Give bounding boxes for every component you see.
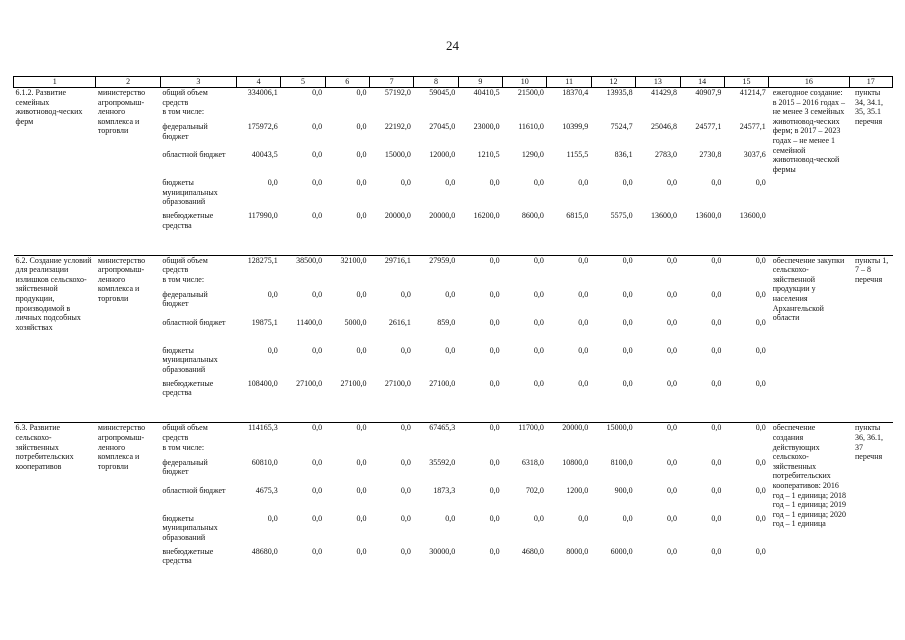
value-cell: 19875,1 [251,317,278,327]
value-cell: 0,0 [711,546,722,556]
value-cell [503,443,547,458]
value-cell: 0,0 [503,255,547,275]
value-cell [281,275,325,290]
section-executor: министерство агропромыш-ленного комплекса и торговли [96,255,160,423]
value-cell: 0,0 [533,317,544,327]
value-cell: 0,0 [755,378,766,388]
value-cell: 0,0 [711,457,722,467]
value-cell: 18370,4 [547,88,591,108]
value-cell: 0,0 [711,317,722,327]
value-cell: 0,0 [547,255,591,275]
value-cell: 2730,8 [699,150,722,160]
header-row [14,77,893,88]
value-cell [414,107,458,122]
value-cell: 0,0 [400,513,411,523]
value-cell: 0,0 [667,345,677,355]
value-cell: 0,0 [711,485,722,495]
funding-source-label: в том числе: [162,274,205,284]
value-cell: 35592,0 [429,457,456,467]
table-body [14,88,893,583]
value-cell: 0,0 [445,345,456,355]
value-cell: 8600,0 [521,211,544,221]
value-cell [636,275,680,290]
value-cell [724,443,768,458]
value-cell [236,107,280,122]
value-cell: 0,0 [533,289,544,299]
column-header: 6 [325,77,369,88]
value-cell: 41429,8 [636,88,680,108]
funding-source-label: федеральный бюджет [162,289,208,309]
value-cell [680,443,724,458]
value-cell: 0,0 [578,317,589,327]
section-reference: пункты 36, 36.1, 37 перечня [849,423,893,583]
value-cell: 20000,0 [384,211,411,221]
value-cell: 1200,0 [566,485,589,495]
value-cell: 0,0 [711,345,722,355]
value-cell: 0,0 [489,178,500,188]
value-cell: 0,0 [312,150,323,160]
value-cell [458,443,502,458]
value-cell: 0,0 [312,178,323,188]
funding-source-label: общий объем средств [160,423,236,443]
column-header: 5 [281,77,325,88]
value-cell: 38500,0 [281,255,325,275]
value-cell: 8000,0 [566,546,589,556]
value-cell: 0,0 [711,289,722,299]
value-cell: 0,0 [489,513,500,523]
value-cell: 0,0 [312,289,323,299]
value-cell [724,107,768,122]
value-cell: 0,0 [636,423,680,443]
value-cell: 7524,7 [610,122,633,132]
value-cell: 24577,1 [739,122,766,132]
funding-source-label: бюджеты муниципальных образований [162,513,218,542]
value-cell: 0,0 [667,457,677,467]
value-cell: 114165,3 [236,423,280,443]
value-cell: 30000,0 [429,546,456,556]
value-cell: 5575,0 [610,211,633,221]
value-cell [458,275,502,290]
value-cell: 0,0 [667,485,677,495]
value-cell: 48680,0 [251,546,278,556]
value-cell: 0,0 [356,546,367,556]
funding-source-label: бюджеты муниципальных образований [162,178,218,207]
value-cell: 1290,0 [521,150,544,160]
value-cell [236,443,280,458]
value-cell: 334006,1 [236,88,280,108]
page-number: 24 [446,38,459,53]
value-cell: 0,0 [755,345,766,355]
value-cell: 0,0 [755,317,766,327]
value-cell [503,275,547,290]
table-header [14,77,893,88]
value-cell: 0,0 [489,485,500,495]
value-cell: 175972,6 [247,122,278,132]
value-cell: 836,1 [614,150,633,160]
section-name: 6.3. Развитие сельскохо-зяйственных потребительских кооперативов [14,423,96,583]
value-cell: 0,0 [312,485,323,495]
column-header: 17 [849,77,893,88]
funding-source-label: общий объем средств [160,88,236,108]
value-cell: 0,0 [267,513,278,523]
value-cell: 108400,0 [247,378,278,388]
column-header: 4 [236,77,280,88]
value-cell: 12000,0 [429,150,456,160]
value-cell: 0,0 [489,457,500,467]
value-cell: 0,0 [755,485,766,495]
value-cell: 0,0 [622,378,633,388]
value-cell: 0,0 [325,88,369,108]
value-cell [325,275,369,290]
value-cell: 0,0 [356,485,367,495]
value-cell: 0,0 [356,345,367,355]
column-header: 8 [414,77,458,88]
value-cell: 0,0 [489,289,500,299]
value-cell: 27100,0 [340,378,367,388]
value-cell [281,107,325,122]
value-cell: 13600,0 [695,211,722,221]
value-cell: 0,0 [667,317,677,327]
value-cell: 22192,0 [384,122,411,132]
column-header: 3 [160,77,236,88]
value-cell: 2616,1 [388,317,411,327]
value-cell: 0,0 [356,211,367,221]
section-name: 6.1.2. Развитие семейных животновод-ческих ферм [14,88,96,256]
value-cell: 0,0 [724,423,768,443]
section-executor: министерство агропромыш-ленного комплекса и торговли [96,88,160,256]
funding-source-label: областной бюджет [162,317,226,327]
value-cell: 25046,8 [651,122,677,132]
value-cell: 20000,0 [429,211,456,221]
column-header: 16 [769,77,849,88]
value-cell: 0,0 [267,178,278,188]
value-cell: 0,0 [356,178,367,188]
value-cell [503,107,547,122]
value-cell [369,107,413,122]
column-header: 2 [96,77,160,88]
section-reference: пункты 1, 7 – 8 перечня [849,255,893,423]
value-cell: 59045,0 [414,88,458,108]
value-cell: 1155,5 [566,150,589,160]
value-cell: 0,0 [312,513,323,523]
value-cell: 0,0 [489,345,500,355]
value-cell: 0,0 [312,122,323,132]
value-cell: 0,0 [356,150,367,160]
value-cell: 0,0 [667,378,677,388]
value-cell: 0,0 [489,378,500,388]
value-cell: 23000,0 [473,122,500,132]
funding-source-label: федеральный бюджет [162,122,208,141]
table-row [14,255,893,275]
value-cell [636,443,680,458]
value-cell [724,275,768,290]
value-cell: 0,0 [578,178,589,188]
value-cell: 0,0 [755,546,766,556]
value-cell: 5000,0 [344,317,367,327]
value-cell: 0,0 [667,289,677,299]
value-cell: 0,0 [755,178,766,188]
value-cell: 6815,0 [566,211,589,221]
value-cell: 128275,1 [236,255,280,275]
funding-source-label: областной бюджет [162,150,226,160]
value-cell [325,107,369,122]
column-header: 9 [458,77,502,88]
value-cell: 16200,0 [473,211,500,221]
value-cell: 0,0 [622,513,633,523]
value-cell: 0,0 [281,423,325,443]
value-cell: 40410,5 [458,88,502,108]
column-header: 14 [680,77,724,88]
value-cell [680,107,724,122]
value-cell: 13935,8 [591,88,635,108]
value-cell [369,275,413,290]
column-header: 7 [369,77,413,88]
value-cell: 0,0 [755,513,766,523]
value-cell: 40907,9 [680,88,724,108]
value-cell: 0,0 [356,289,367,299]
value-cell: 41214,7 [724,88,768,108]
value-cell: 0,0 [578,345,589,355]
funding-table [13,76,893,583]
value-cell: 4675,3 [255,485,278,495]
value-cell: 15000,0 [384,150,411,160]
value-cell: 0,0 [458,255,502,275]
column-header: 10 [503,77,547,88]
value-cell [636,107,680,122]
section-name: 6.2. Создание условий для реализации излишков сельскохо-зяйственной продукции, производимой в личных подсобных хозяйствах [14,255,96,423]
value-cell [414,275,458,290]
value-cell: 21500,0 [503,88,547,108]
value-cell: 0,0 [325,423,369,443]
value-cell: 6318,0 [521,457,544,467]
value-cell: 0,0 [711,378,722,388]
value-cell: 27100,0 [429,378,456,388]
value-cell: 60810,0 [251,457,278,467]
value-cell: 27100,0 [384,378,411,388]
value-cell: 0,0 [578,378,589,388]
value-cell: 0,0 [724,255,768,275]
value-cell: 0,0 [667,178,677,188]
value-cell: 0,0 [667,513,677,523]
value-cell: 0,0 [622,289,633,299]
value-cell [458,107,502,122]
value-cell [236,275,280,290]
value-cell: 0,0 [400,457,411,467]
funding-source-label: в том числе: [162,107,205,117]
value-cell: 0,0 [680,255,724,275]
value-cell: 0,0 [400,289,411,299]
value-cell: 8100,0 [610,457,633,467]
value-cell: 0,0 [489,317,500,327]
value-cell [281,443,325,458]
column-header: 13 [636,77,680,88]
value-cell [591,443,635,458]
value-cell: 13600,0 [651,211,677,221]
value-cell [325,443,369,458]
value-cell: 27100,0 [296,378,323,388]
table-row [14,423,893,443]
value-cell: 0,0 [533,345,544,355]
value-cell: 0,0 [591,255,635,275]
value-cell [547,107,591,122]
funding-source-label: бюджеты муниципальных образований [162,345,218,375]
value-cell: 0,0 [680,423,724,443]
value-cell [414,443,458,458]
value-cell: 0,0 [369,423,413,443]
value-cell: 15000,0 [591,423,635,443]
section-result: обеспечение закупки сельскохо-зяйственной продукции у населения Архангельской области [769,255,849,423]
value-cell: 0,0 [400,345,411,355]
value-cell: 900,0 [614,485,633,495]
value-cell: 0,0 [533,178,544,188]
value-cell: 0,0 [400,546,411,556]
value-cell: 0,0 [489,546,500,556]
section-executor: министерство агропромыш-ленного комплекса и торговли [96,423,160,583]
value-cell: 0,0 [445,289,456,299]
value-cell: 4680,0 [521,546,544,556]
value-cell: 67465,3 [414,423,458,443]
column-header: 1 [14,77,96,88]
value-cell: 0,0 [356,457,367,467]
funding-source-label: областной бюджет [162,485,226,495]
value-cell: 0,0 [445,178,456,188]
column-header: 12 [591,77,635,88]
funding-source-label: внебюджетные средства [162,378,214,398]
value-cell: 0,0 [312,546,323,556]
value-cell: 10800,0 [562,457,589,467]
value-cell: 0,0 [636,255,680,275]
value-cell: 20000,0 [547,423,591,443]
value-cell: 0,0 [267,289,278,299]
value-cell: 0,0 [400,178,411,188]
funding-source-label: внебюджетные средства [162,546,214,566]
section-reference: пункты 34, 34.1, 35, 35.1 перечня [849,88,893,256]
value-cell: 0,0 [711,513,722,523]
value-cell: 27045,0 [429,122,456,132]
value-cell: 0,0 [622,178,633,188]
value-cell: 0,0 [622,317,633,327]
value-cell: 11400,0 [296,317,323,327]
value-cell [547,443,591,458]
value-cell: 0,0 [578,513,589,523]
value-cell: 0,0 [445,513,456,523]
section-result: обеспечение создания действующих сельскохо-зяйственных потребительских кооперативов: 2016 год – 1 единица; 2018 год – 1 единица; 2019 год – 1 единица; 2020 год – 1 единица [769,423,849,583]
value-cell: 0,0 [667,546,677,556]
value-cell: 859,0 [437,317,456,327]
value-cell: 1210,5 [477,150,500,160]
section-result: ежегодное создание: в 2015 – 2016 годах – не менее 3 семейных животновод-ческих ферм; в 2017 – 2023 годах – не менее 1 семейной животновод-ческой фермы [769,88,849,256]
value-cell: 0,0 [533,513,544,523]
value-cell [369,443,413,458]
value-cell: 24577,1 [695,122,722,132]
funding-source-label: в том числе: [162,442,205,452]
value-cell: 0,0 [267,345,278,355]
value-cell: 0,0 [400,485,411,495]
value-cell: 32100,0 [325,255,369,275]
value-cell: 702,0 [525,485,544,495]
value-cell [591,275,635,290]
value-cell: 0,0 [711,178,722,188]
value-cell: 40043,5 [251,150,278,160]
value-cell [591,107,635,122]
value-cell: 11610,0 [518,122,544,132]
column-header: 15 [724,77,768,88]
value-cell: 0,0 [755,457,766,467]
value-cell: 2783,0 [655,150,677,160]
table-row [14,88,893,108]
value-cell: 0,0 [356,513,367,523]
value-cell: 11700,0 [503,423,547,443]
value-cell: 0,0 [356,122,367,132]
value-cell: 0,0 [312,345,323,355]
value-cell: 0,0 [533,378,544,388]
value-cell: 6000,0 [610,546,633,556]
value-cell: 57192,0 [369,88,413,108]
value-cell: 29716,1 [369,255,413,275]
value-cell: 0,0 [622,345,633,355]
value-cell [547,275,591,290]
value-cell: 0,0 [312,211,323,221]
funding-source-label: внебюджетные средства [162,211,214,230]
value-cell: 0,0 [312,457,323,467]
value-cell: 13600,0 [739,211,766,221]
value-cell [680,275,724,290]
funding-source-label: федеральный бюджет [162,457,208,477]
value-cell: 27959,0 [414,255,458,275]
funding-source-label: общий объем средств [160,255,236,275]
value-cell: 10399,9 [562,122,589,132]
value-cell: 117990,0 [248,211,278,221]
value-cell: 3037,6 [743,150,766,160]
value-cell: 0,0 [458,423,502,443]
value-cell: 0,0 [578,289,589,299]
value-cell: 0,0 [755,289,766,299]
column-header: 11 [547,77,591,88]
value-cell: 0,0 [281,88,325,108]
value-cell: 1873,3 [433,485,456,495]
